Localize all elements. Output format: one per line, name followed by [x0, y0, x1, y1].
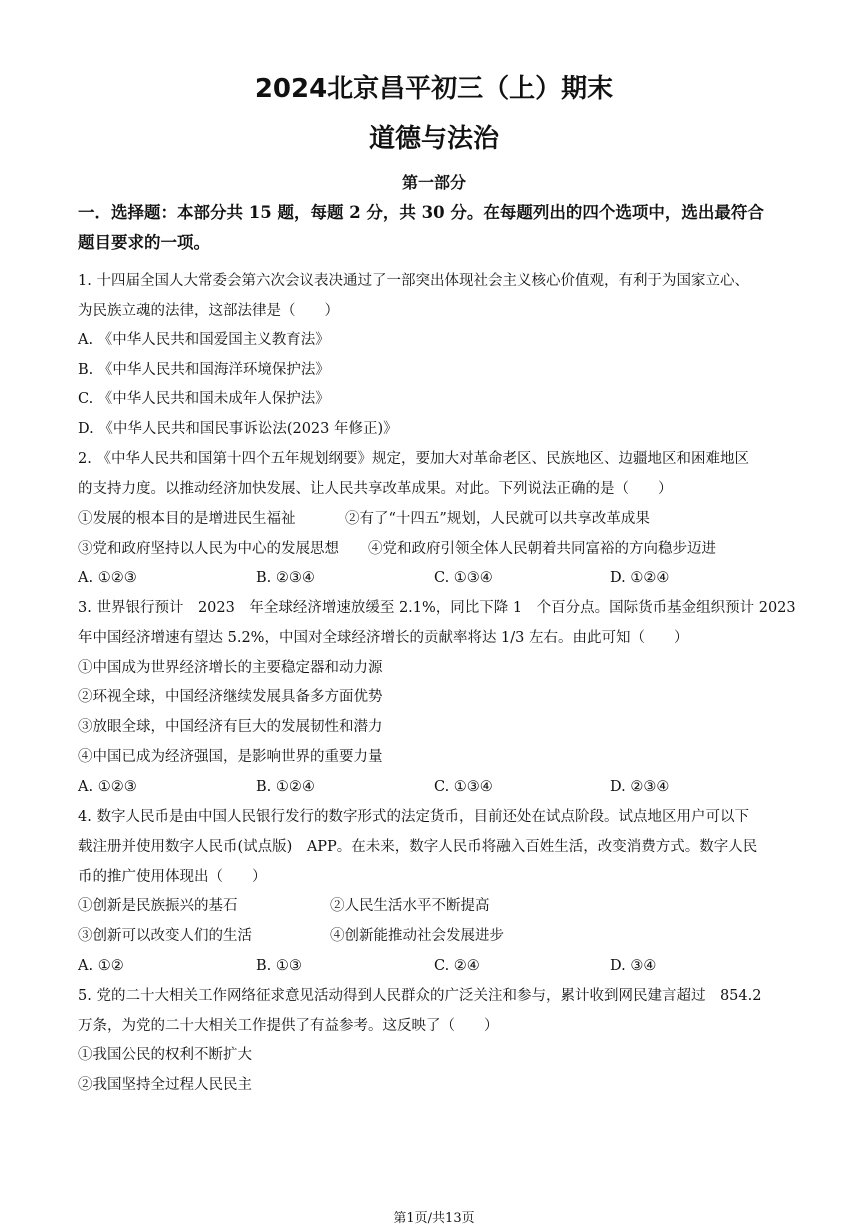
q3-statement-2: ②环视全球，中国经济继续发展具备多方面优势	[78, 689, 383, 705]
q2-option-b: B. ②③④	[256, 570, 315, 586]
q5-stem-line2: 万条，为党的二十大相关工作提供了有益参考。这反映了（ ）	[78, 1018, 499, 1034]
q2-option-a: A. ①②③	[78, 570, 137, 586]
q4-statement-1: ①创新是民族振兴的基石	[78, 898, 238, 914]
q4-statement-3: ③创新可以改变人们的生活	[78, 928, 252, 944]
q2-statement-4: ④党和政府引领全体人民朝着共同富裕的方向稳步迈进	[368, 541, 716, 557]
q1-option-b: B. 《中华人民共和国海洋环境保护法》	[78, 362, 330, 378]
q4-statement-2: ②人民生活水平不断提高	[330, 898, 490, 914]
q3-stem-line2: 年中国经济增速有望达 5.2%，中国对全球经济增长的贡献率将达 1/3 左右。由此可知（ ）	[78, 630, 689, 646]
q3-option-a: A. ①②③	[78, 779, 137, 795]
q3-option-c: C. ①③④	[434, 779, 493, 795]
q1-option-c: C. 《中华人民共和国未成年人保护法》	[78, 391, 330, 407]
q3-option-b: B. ①②④	[256, 779, 315, 795]
q5-statement-2: ②我国坚持全过程人民民主	[78, 1077, 252, 1093]
subject-title: 道德与法治	[368, 124, 499, 154]
q3-statement-1: ①中国成为世界经济增长的主要稳定器和动力源	[78, 660, 383, 676]
q3-statement-3: ③放眼全球，中国经济有巨大的发展韧性和潜力	[78, 719, 383, 735]
q3-statement-4: ④中国已成为经济强国，是影响世界的重要力量	[78, 749, 383, 765]
q4-option-a: A. ①②	[78, 958, 124, 974]
q4-statement-4: ④创新能推动社会发展进步	[330, 928, 504, 944]
q1-option-a: A. 《中华人民共和国爱国主义教育法》	[78, 332, 330, 348]
q2-option-c: C. ①③④	[434, 570, 493, 586]
q2-option-d: D. ①②④	[610, 570, 670, 586]
q2-statement-1: ①发展的根本目的是增进民生福祉	[78, 511, 296, 527]
q3-stem-line1: 3. 世界银行预计 2023 年全球经济增速放缓至 2.1%，同比下降 1 个百分点。国际货币基金组织预计 2023	[78, 600, 796, 616]
exam-title: 2024北京昌平初三（上）期末	[254, 74, 614, 104]
part-title: 第一部分	[401, 173, 466, 192]
q4-option-b: B. ①③	[256, 958, 302, 974]
q1-stem-line1: 1. 十四届全国人大常委会第六次会议表决通过了一部突出体现社会主义核心价值观，有利于为国家立心、	[78, 273, 749, 289]
section-heading	[78, 198, 793, 258]
q2-statement-3: ③党和政府坚持以人民为中心的发展思想	[78, 541, 339, 557]
q1-option-d: D. 《中华人民共和国民事诉讼法(2023 年修正)》	[78, 421, 398, 437]
q4-stem-line2: 载注册并使用数字人民币(试点版) APP。在未来，数字人民币将融入百姓生活，改变消费方式。数字人民	[78, 839, 758, 855]
q2-statement-2: ②有了“十四五”规划，人民就可以共享改革成果	[345, 511, 650, 527]
q5-statement-1: ①我国公民的权利不断扩大	[78, 1047, 252, 1063]
q4-option-d: D. ③④	[610, 958, 657, 974]
q2-stem-line1: 2. 《中华人民共和国第十四个五年规划纲要》规定，要加大对革命老区、民族地区、边疆地区和困难地区	[78, 451, 749, 467]
q5-stem-line1: 5. 党的二十大相关工作网络征求意见活动得到人民群众的广泛关注和参与，累计收到网民建言超过 854.2	[78, 988, 762, 1004]
section-heading-line2: 题目要求的一项。	[78, 233, 210, 252]
q4-stem-line1: 4. 数字人民币是由中国人民银行发行的数字形式的法定货币，目前还处在试点阶段。试点地区用户可以下	[78, 809, 749, 825]
page-number: 第1页/共13页	[393, 1211, 475, 1226]
q2-stem-line2: 的支持力度。以推动经济加快发展、让人民共享改革成果。对此。下列说法正确的是（ ）	[78, 481, 673, 497]
q1-stem-line2: 为民族立魂的法律，这部法律是（ ）	[78, 303, 339, 319]
section-heading-line1: 一．选择题：本部分共 15 题，每题 2 分，共 30 分。在每题列出的四个选项中，选出最符合	[78, 203, 764, 222]
q4-option-c: C. ②④	[434, 958, 480, 974]
q3-option-d: D. ②③④	[610, 779, 670, 795]
q4-stem-line3: 币的推广使用体现出（ ）	[78, 869, 267, 885]
